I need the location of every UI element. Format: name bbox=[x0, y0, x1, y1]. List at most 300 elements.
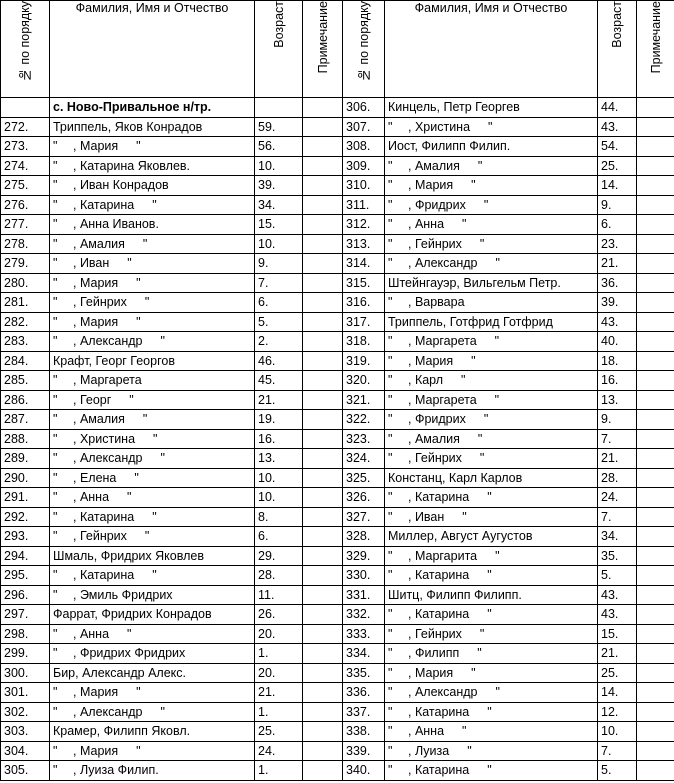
entry-name bbox=[50, 176, 255, 196]
ditto-tail-mark: " bbox=[462, 217, 468, 232]
entry-name bbox=[50, 702, 255, 722]
entry-number: 298. bbox=[1, 624, 50, 644]
entry-age: 34. bbox=[255, 195, 303, 215]
ditto-mark: " bbox=[388, 548, 394, 563]
table-row bbox=[1, 722, 674, 742]
entry-age: 9. bbox=[255, 254, 303, 274]
entry-number: 321. bbox=[343, 390, 385, 410]
entry-age: 13. bbox=[255, 449, 303, 469]
entry-age: 39. bbox=[255, 176, 303, 196]
entry-name-text: , Александр bbox=[73, 451, 143, 466]
table-row bbox=[1, 663, 674, 683]
entry-name-text: Крафт, Георг Георгов bbox=[53, 353, 175, 368]
entry-age: 43. bbox=[598, 117, 637, 137]
ditto-tail-mark: " bbox=[487, 568, 493, 583]
entry-name-text: , Александр bbox=[408, 685, 478, 700]
entry-age: 26. bbox=[255, 605, 303, 625]
entry-number: 311. bbox=[343, 195, 385, 215]
ditto-tail-mark: " bbox=[487, 763, 493, 778]
ditto-tail-mark: " bbox=[483, 197, 490, 212]
entry-name bbox=[385, 312, 598, 332]
ditto-mark: " bbox=[53, 139, 59, 154]
ditto-tail-mark: " bbox=[136, 743, 142, 758]
ditto-mark: " bbox=[53, 626, 59, 641]
entry-name bbox=[50, 468, 255, 488]
entry-note bbox=[303, 293, 343, 313]
entry-note bbox=[303, 410, 343, 430]
entry-number: 292. bbox=[1, 507, 50, 527]
ditto-mark: " bbox=[53, 646, 59, 661]
entry-age: 1. bbox=[255, 702, 303, 722]
entry-age: 10. bbox=[255, 234, 303, 254]
table-row bbox=[1, 449, 674, 469]
table-row bbox=[1, 585, 674, 605]
ditto-tail-mark: " bbox=[487, 490, 493, 505]
entry-age: 6. bbox=[255, 527, 303, 547]
entry-name-text: , Луиза Филип. bbox=[73, 763, 159, 778]
entry-name-text: , Анна bbox=[408, 724, 445, 739]
entry-name-text: Фаррат, Фридрих Конрадов bbox=[53, 607, 212, 622]
entry-number: 293. bbox=[1, 527, 50, 547]
ditto-mark: " bbox=[53, 509, 59, 524]
entry-name-text: , Амалия bbox=[408, 431, 460, 446]
entry-age: 21. bbox=[255, 683, 303, 703]
col-header-number: № по порядку bbox=[1, 1, 50, 98]
entry-number: 281. bbox=[1, 293, 50, 313]
entry-name-text: , Катарина bbox=[73, 509, 135, 524]
entry-number: 272. bbox=[1, 117, 50, 137]
ditto-mark: " bbox=[53, 334, 59, 349]
ditto-mark: " bbox=[388, 646, 394, 661]
table-row bbox=[1, 644, 674, 664]
entry-name bbox=[50, 585, 255, 605]
ditto-tail-mark: " bbox=[462, 509, 468, 524]
entry-number bbox=[1, 98, 50, 118]
ditto-mark: " bbox=[388, 626, 394, 641]
entry-note bbox=[637, 176, 674, 196]
entry-number: 299. bbox=[1, 644, 50, 664]
ditto-tail-mark: " bbox=[477, 431, 484, 446]
ditto-tail-mark: " bbox=[467, 743, 473, 758]
entry-age: 11. bbox=[255, 585, 303, 605]
entry-name bbox=[50, 273, 255, 293]
table-row bbox=[1, 546, 674, 566]
entry-age: 1. bbox=[255, 644, 303, 664]
entry-age: 20. bbox=[255, 663, 303, 683]
entry-note bbox=[637, 722, 674, 742]
entry-name bbox=[385, 98, 598, 118]
entry-name bbox=[50, 234, 255, 254]
entry-number: 279. bbox=[1, 254, 50, 274]
ditto-mark: " bbox=[53, 529, 59, 544]
col-header-note: Примечание bbox=[303, 1, 343, 98]
entry-age: 10. bbox=[255, 468, 303, 488]
entry-note bbox=[637, 215, 674, 235]
ditto-tail-mark: " bbox=[144, 295, 151, 310]
entry-name bbox=[50, 722, 255, 742]
entry-number: 275. bbox=[1, 176, 50, 196]
ditto-tail-mark: " bbox=[136, 314, 142, 329]
table-row bbox=[1, 351, 674, 371]
entry-age: 19. bbox=[255, 410, 303, 430]
entry-note bbox=[303, 332, 343, 352]
entry-note bbox=[303, 546, 343, 566]
ditto-tail-mark: " bbox=[152, 568, 158, 583]
entry-number: 307. bbox=[343, 117, 385, 137]
entry-note bbox=[637, 585, 674, 605]
entry-name bbox=[50, 761, 255, 781]
ditto-tail-mark: " bbox=[471, 178, 477, 193]
entry-number: 288. bbox=[1, 429, 50, 449]
ditto-mark: " bbox=[53, 314, 59, 329]
table-row bbox=[1, 605, 674, 625]
entry-age: 15. bbox=[255, 215, 303, 235]
header-row bbox=[1, 1, 674, 98]
entry-name-text: , Варвара bbox=[408, 295, 465, 310]
entry-age: 8. bbox=[255, 507, 303, 527]
entry-age: 15. bbox=[598, 624, 637, 644]
col-header-name: Фамилия, Имя и Отчество bbox=[50, 1, 255, 98]
entry-number: 324. bbox=[343, 449, 385, 469]
entry-note bbox=[637, 312, 674, 332]
entry-name bbox=[50, 195, 255, 215]
ditto-tail-mark: " bbox=[495, 256, 501, 271]
table-row bbox=[1, 371, 674, 391]
entry-note bbox=[303, 254, 343, 274]
table-row bbox=[1, 390, 674, 410]
entry-note bbox=[637, 117, 674, 137]
col-header-number: № по порядку bbox=[343, 1, 385, 98]
ditto-mark: " bbox=[388, 724, 394, 739]
entry-age: 23. bbox=[598, 234, 637, 254]
entry-age: 35. bbox=[598, 546, 637, 566]
entry-name-text: , Иван Конрадов bbox=[73, 178, 169, 193]
entry-number: 316. bbox=[343, 293, 385, 313]
entry-note bbox=[303, 390, 343, 410]
ditto-mark: " bbox=[53, 431, 59, 446]
entry-note bbox=[637, 741, 674, 761]
table-row bbox=[1, 254, 674, 274]
entry-name-text: , Георг bbox=[73, 392, 112, 407]
entry-age: 28. bbox=[598, 468, 637, 488]
entry-name-text: , Александр bbox=[73, 334, 143, 349]
entry-number: 333. bbox=[343, 624, 385, 644]
table-row bbox=[1, 117, 674, 137]
ditto-tail-mark: " bbox=[136, 139, 142, 154]
entry-age: 14. bbox=[598, 176, 637, 196]
entry-note bbox=[303, 702, 343, 722]
entry-age: 9. bbox=[598, 410, 637, 430]
entry-note bbox=[303, 176, 343, 196]
entry-age: 36. bbox=[598, 273, 637, 293]
entry-note bbox=[637, 195, 674, 215]
entry-number: 301. bbox=[1, 683, 50, 703]
ditto-mark: " bbox=[53, 704, 59, 719]
entry-age: 5. bbox=[598, 566, 637, 586]
ditto-mark: " bbox=[53, 587, 59, 602]
entry-number: 319. bbox=[343, 351, 385, 371]
entry-age: 54. bbox=[598, 137, 637, 157]
entry-name bbox=[385, 156, 598, 176]
ditto-tail-mark: " bbox=[160, 451, 166, 466]
ditto-mark: " bbox=[388, 704, 394, 719]
entry-name-text: , Христина bbox=[408, 119, 471, 134]
entry-note bbox=[303, 566, 343, 586]
entry-age: 25. bbox=[598, 663, 637, 683]
entry-note bbox=[303, 507, 343, 527]
ditto-mark: " bbox=[53, 236, 59, 251]
ditto-tail-mark: " bbox=[129, 392, 135, 407]
entry-name-text: , Катарина bbox=[408, 568, 470, 583]
entry-name bbox=[50, 117, 255, 137]
entry-note bbox=[303, 644, 343, 664]
entry-note bbox=[303, 741, 343, 761]
entry-name bbox=[385, 293, 598, 313]
entry-note bbox=[637, 293, 674, 313]
entry-number: 331. bbox=[343, 585, 385, 605]
entry-note bbox=[637, 390, 674, 410]
entry-note bbox=[303, 761, 343, 781]
entry-note bbox=[303, 195, 343, 215]
entry-name-text: , Маргарета bbox=[408, 392, 477, 407]
entry-name bbox=[50, 351, 255, 371]
table-row bbox=[1, 332, 674, 352]
entry-name bbox=[50, 254, 255, 274]
ditto-mark: " bbox=[53, 763, 59, 778]
ditto-tail-mark: " bbox=[142, 412, 149, 427]
entry-age: 24. bbox=[598, 488, 637, 508]
entry-age: 14. bbox=[598, 683, 637, 703]
ditto-tail-mark: " bbox=[495, 548, 501, 563]
ditto-mark: " bbox=[53, 197, 59, 212]
ditto-tail-mark: " bbox=[127, 490, 133, 505]
ditto-mark: " bbox=[53, 568, 59, 583]
entry-note bbox=[637, 254, 674, 274]
entry-age: 16. bbox=[598, 371, 637, 391]
entry-name-text: Констанц, Карл Карлов bbox=[388, 470, 523, 485]
entry-age: 45. bbox=[255, 371, 303, 391]
ditto-tail-mark: " bbox=[479, 451, 486, 466]
ditto-tail-mark: " bbox=[479, 626, 486, 641]
entry-name-text: Триппель, Яков Конрадов bbox=[53, 119, 203, 134]
entry-note bbox=[637, 702, 674, 722]
entry-note bbox=[303, 605, 343, 625]
entry-note bbox=[303, 722, 343, 742]
entry-age: 44. bbox=[598, 98, 637, 118]
entry-note bbox=[637, 351, 674, 371]
ditto-mark: " bbox=[388, 392, 394, 407]
entry-note bbox=[637, 332, 674, 352]
entry-note bbox=[303, 371, 343, 391]
entry-age: 1. bbox=[255, 761, 303, 781]
entry-name bbox=[50, 312, 255, 332]
entry-name-text: , Мария bbox=[408, 353, 454, 368]
entry-name-text: Миллер, Август Аугустов bbox=[388, 529, 533, 544]
entry-name-text: , Анна bbox=[408, 217, 445, 232]
entry-name bbox=[385, 449, 598, 469]
entry-name bbox=[385, 507, 598, 527]
table-row bbox=[1, 156, 674, 176]
entry-name-text: , Иван bbox=[73, 256, 110, 271]
entry-name-text: , Фридрих bbox=[408, 197, 466, 212]
entry-name-text: , Луиза bbox=[408, 743, 450, 758]
table-row bbox=[1, 761, 674, 781]
entry-note bbox=[303, 273, 343, 293]
entry-name bbox=[385, 624, 598, 644]
ditto-tail-mark: " bbox=[479, 236, 486, 251]
entry-number: 323. bbox=[343, 429, 385, 449]
ditto-mark: " bbox=[388, 568, 394, 583]
ditto-tail-mark: " bbox=[471, 665, 477, 680]
entry-age: 59. bbox=[255, 117, 303, 137]
ditto-mark: " bbox=[53, 158, 59, 173]
entry-number: 334. bbox=[343, 644, 385, 664]
entry-age: 21. bbox=[598, 254, 637, 274]
ditto-mark: " bbox=[388, 119, 394, 134]
entry-name bbox=[385, 702, 598, 722]
entry-name-text: , Маргарита bbox=[408, 548, 478, 563]
entry-name-text: , Катарина bbox=[408, 704, 470, 719]
entry-note bbox=[303, 234, 343, 254]
ditto-mark: " bbox=[53, 217, 59, 232]
entry-name bbox=[50, 644, 255, 664]
entry-age: 34. bbox=[598, 527, 637, 547]
ditto-tail-mark: " bbox=[487, 704, 493, 719]
entry-age: 25. bbox=[598, 156, 637, 176]
entry-note bbox=[637, 156, 674, 176]
entry-age: 39. bbox=[598, 293, 637, 313]
ditto-mark: " bbox=[388, 763, 394, 778]
entry-name-text: , Амалия bbox=[73, 412, 125, 427]
entry-name bbox=[50, 488, 255, 508]
entry-note bbox=[637, 137, 674, 157]
entry-note bbox=[303, 624, 343, 644]
entry-name-text: , Гейнрих bbox=[408, 236, 462, 251]
entry-age: 6. bbox=[255, 293, 303, 313]
entry-name-text: , Катарина bbox=[408, 490, 470, 505]
entry-name-text: Шитц, Филипп Филипп. bbox=[388, 587, 522, 602]
entry-name bbox=[50, 293, 255, 313]
entry-name bbox=[50, 215, 255, 235]
entry-name bbox=[385, 176, 598, 196]
entry-number: 312. bbox=[343, 215, 385, 235]
entry-name bbox=[50, 371, 255, 391]
entry-note bbox=[637, 527, 674, 547]
ditto-mark: " bbox=[388, 607, 394, 622]
entry-number: 327. bbox=[343, 507, 385, 527]
entry-age: 12. bbox=[598, 702, 637, 722]
entry-name bbox=[385, 585, 598, 605]
ditto-tail-mark: " bbox=[487, 607, 493, 622]
ditto-tail-mark: " bbox=[494, 334, 501, 349]
entry-name bbox=[385, 273, 598, 293]
ditto-tail-mark: " bbox=[477, 158, 484, 173]
entry-name-text: Триппель, Готфрид Готфрид bbox=[388, 314, 553, 329]
entry-number: 287. bbox=[1, 410, 50, 430]
ditto-mark: " bbox=[53, 295, 59, 310]
ditto-mark: " bbox=[388, 334, 394, 349]
entry-number: 313. bbox=[343, 234, 385, 254]
ditto-tail-mark: " bbox=[152, 509, 158, 524]
entry-name bbox=[50, 741, 255, 761]
entry-name bbox=[385, 215, 598, 235]
ditto-tail-mark: " bbox=[488, 119, 494, 134]
ditto-mark: " bbox=[388, 490, 394, 505]
entry-note bbox=[637, 546, 674, 566]
entry-name bbox=[50, 663, 255, 683]
entry-name bbox=[385, 546, 598, 566]
ditto-mark: " bbox=[388, 743, 394, 758]
ditto-mark: " bbox=[388, 158, 394, 173]
entry-number: 318. bbox=[343, 332, 385, 352]
entry-note bbox=[637, 468, 674, 488]
ditto-tail-mark: " bbox=[134, 470, 140, 485]
ditto-mark: " bbox=[53, 275, 59, 290]
table-row bbox=[1, 429, 674, 449]
entry-number: 315. bbox=[343, 273, 385, 293]
entry-number: 302. bbox=[1, 702, 50, 722]
table-row bbox=[1, 527, 674, 547]
ditto-tail-mark: " bbox=[144, 529, 151, 544]
entry-name-text: , Мария bbox=[408, 178, 454, 193]
entry-note bbox=[637, 605, 674, 625]
table-row bbox=[1, 98, 674, 118]
table-row bbox=[1, 468, 674, 488]
entry-name-text: , Маргарета bbox=[73, 373, 142, 388]
entry-number: 274. bbox=[1, 156, 50, 176]
entry-name-text: , Катарина bbox=[408, 763, 470, 778]
entry-name-text: , Мария bbox=[73, 139, 119, 154]
entry-age: 43. bbox=[598, 605, 637, 625]
entry-age: 7. bbox=[255, 273, 303, 293]
entry-number: 282. bbox=[1, 312, 50, 332]
table-row bbox=[1, 176, 674, 196]
entry-number: 300. bbox=[1, 663, 50, 683]
entry-age: 40. bbox=[598, 332, 637, 352]
entry-number: 314. bbox=[343, 254, 385, 274]
entry-number: 337. bbox=[343, 702, 385, 722]
table-row bbox=[1, 702, 674, 722]
entry-name-text: , Елена bbox=[73, 470, 117, 485]
entry-age: 43. bbox=[598, 585, 637, 605]
ditto-tail-mark: " bbox=[160, 704, 166, 719]
col-header-age: Возраст bbox=[255, 1, 303, 98]
ditto-mark: " bbox=[388, 256, 394, 271]
entry-name-text: Кинцель, Петр Георгев bbox=[388, 100, 520, 115]
ditto-tail-mark: " bbox=[477, 646, 483, 661]
entry-name bbox=[385, 488, 598, 508]
ditto-tail-mark: " bbox=[127, 256, 133, 271]
entry-name bbox=[50, 449, 255, 469]
ditto-mark: " bbox=[388, 236, 394, 251]
ditto-mark: " bbox=[53, 470, 59, 485]
entry-note bbox=[637, 663, 674, 683]
entry-note bbox=[637, 644, 674, 664]
entry-note bbox=[303, 488, 343, 508]
entry-age: 21. bbox=[598, 449, 637, 469]
entry-note bbox=[303, 215, 343, 235]
entry-name bbox=[385, 683, 598, 703]
entry-name-text: Иост, Филипп Филип. bbox=[388, 139, 511, 154]
entry-name-text: , Гейнрих bbox=[73, 295, 127, 310]
entry-name bbox=[50, 507, 255, 527]
ditto-mark: " bbox=[388, 295, 394, 310]
entry-age: 5. bbox=[598, 761, 637, 781]
entry-name bbox=[385, 137, 598, 157]
entry-name bbox=[385, 332, 598, 352]
entry-number: 284. bbox=[1, 351, 50, 371]
entry-name-text: , Эмиль Фридрих bbox=[73, 587, 173, 602]
